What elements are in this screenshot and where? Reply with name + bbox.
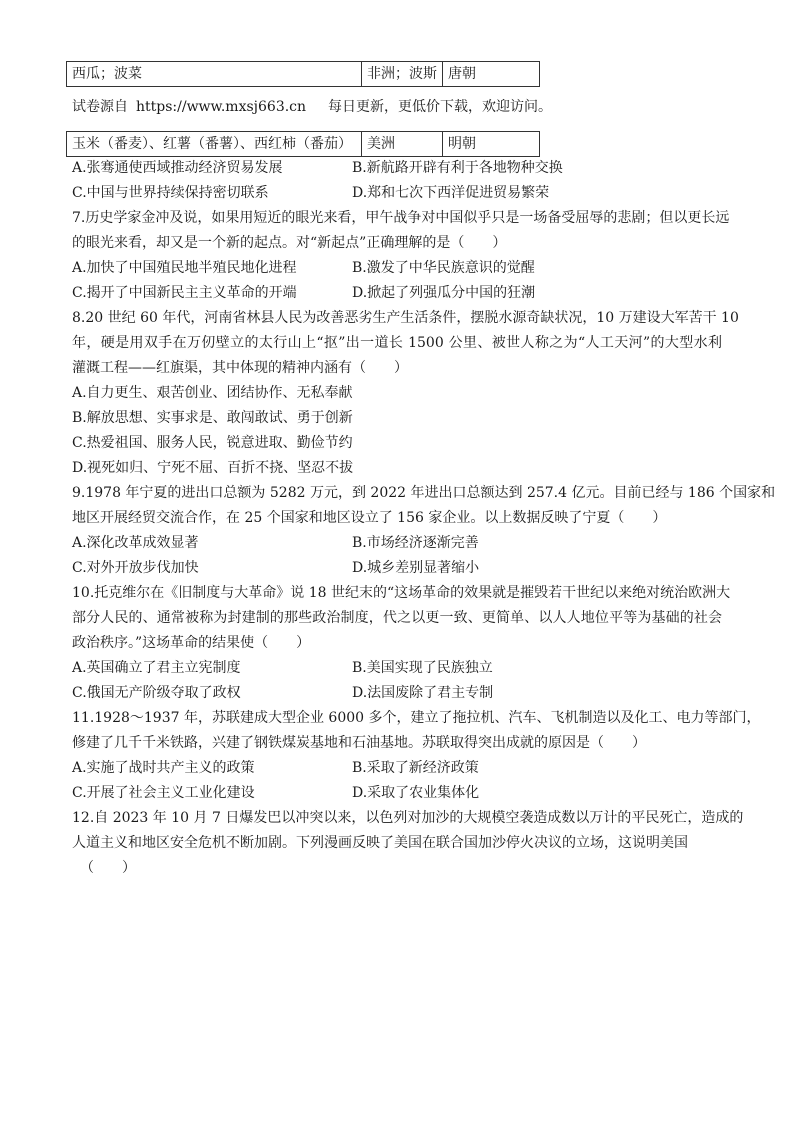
- table-cell-origin: 非洲；波斯: [362, 62, 443, 87]
- q6-option-d: D.郑和七次下西洋促进贸易繁荣: [352, 185, 550, 201]
- notice-suffix: 每日更新，更低价下载，欢迎访问。: [328, 99, 553, 115]
- q11-option-a: A.实施了战时共产主义的政策: [72, 760, 255, 776]
- q8-option-b: B.解放思想、实事求是、敢闯敢试、勇于创新: [72, 410, 353, 426]
- q9-option-a: A.深化改革成效显著: [72, 535, 199, 551]
- table-cell-dynasty: 明朝: [443, 132, 540, 157]
- table-cell-species: 玉米（番麦）、红薯（番薯）、西红柿（番茄）: [67, 132, 362, 157]
- q9-option-c: C.对外开放步伐加快: [72, 560, 199, 576]
- q6-option-a: A.张骞通使西域推动经济贸易发展: [72, 160, 283, 176]
- q11-option-c: C.开展了社会主义工业化建设: [72, 785, 255, 801]
- table-cell-origin: 美洲: [362, 132, 443, 157]
- q10-stem-line-1: 10.托克维尔在《旧制度与大革命》说 18 世纪末的“这场革命的效果就是摧毁若干世纪以来绝对统治欧洲大: [72, 585, 731, 601]
- q12-stem-line-1: 12.自 2023 年 10 月 7 日爆发巴以冲突以来，以色列对加沙的大规模空袭造成数以万计的平民死亡，造成的: [72, 810, 744, 826]
- q9-option-b: B.市场经济逐渐完善: [352, 535, 479, 551]
- q12-stem-line-2: 人道主义和地区安全危机不断加剧。下列漫画反映了美国在联合国加沙停火决议的立场，这说明美国: [72, 835, 688, 851]
- q9-stem-line-2: 地区开展经贸交流合作，在 25 个国家和地区设立了 156 家企业。以上数据反映了宁夏（ ）: [72, 510, 667, 526]
- q8-option-c: C.热爱祖国、服务人民，锐意进取、勤俭节约: [72, 435, 353, 451]
- species-table-row-1: [66, 61, 540, 87]
- q7-option-a: A.加快了中国殖民地半殖民地化进程: [72, 260, 297, 276]
- q8-stem-line-1: 8.20 世纪 60 年代，河南省林县人民为改善恶劣生产生活条件，摆脱水源奇缺状况，10 万建设大军苦干 10: [72, 310, 739, 326]
- q7-option-d: D.掀起了列强瓜分中国的狂潮: [352, 285, 536, 301]
- notice-url[interactable]: https://www.mxsj663.cn: [136, 99, 307, 115]
- table-cell-dynasty: 唐朝: [443, 62, 540, 87]
- q9-stem-line-1: 9.1978 年宁夏的进出口总额为 5282 万元，到 2022 年进出口总额达到 257.4 亿元。目前已经与 186 个国家和: [72, 485, 776, 501]
- species-table-row-2: [66, 131, 540, 157]
- q8-stem-line-3: 灌溉工程——红旗渠，其中体现的精神内涵有（ ）: [72, 360, 408, 376]
- q10-option-a: A.英国确立了君主立宪制度: [72, 660, 241, 676]
- q8-option-a: A.自力更生、艰苦创业、团结协作、无私奉献: [72, 385, 353, 401]
- q7-stem-line-2: 的眼光来看，却又是一个新的起点。对“新起点”正确理解的是（ ）: [72, 235, 507, 251]
- q10-option-d: D.法国废除了君主专制: [352, 685, 494, 701]
- q11-option-d: D.采取了农业集体化: [352, 785, 480, 801]
- q6-option-c: C.中国与世界持续保持密切联系: [72, 185, 269, 201]
- q8-stem-line-2: 年，硬是用双手在万仞壁立的太行山上“抠”出一道长 1500 公里、被世人称之为“人工天河”的大型水利: [72, 335, 722, 351]
- q6-option-b: B.新航路开辟有利于各地物种交换: [352, 160, 563, 176]
- q11-stem-line-1: 11.1928～1937 年，苏联建成大型企业 6000 多个，建立了拖拉机、汽车、飞机制造以及化工、电力等部门，: [72, 710, 761, 726]
- table-cell-species: 西瓜；波菜: [67, 62, 362, 87]
- notice-prefix: 试卷源自: [72, 99, 128, 115]
- q8-option-d: D.视死如归、宁死不屈、百折不挠、坚忍不拔: [72, 460, 354, 476]
- q9-option-d: D.城乡差别显著缩小: [352, 560, 480, 576]
- q10-option-b: B.美国实现了民族独立: [352, 660, 493, 676]
- q10-stem-line-2: 部分人民的、通常被称为封建制的那些政治制度，代之以更一致、更简单、以人人地位平等为基础的社会: [72, 610, 722, 626]
- q11-option-b: B.采取了新经济政策: [352, 760, 479, 776]
- q12-answer-bracket: （ ）: [80, 860, 136, 876]
- source-notice: [72, 97, 552, 117]
- q10-option-c: C.俄国无产阶级夺取了政权: [72, 685, 241, 701]
- q7-option-c: C.揭开了中国新民主主义革命的开端: [72, 285, 297, 301]
- q7-stem-line-1: 7.历史学家金冲及说，如果用短近的眼光来看，甲午战争对中国似乎只是一场备受屈辱的悲剧；但以更长远: [72, 210, 730, 226]
- q11-stem-line-2: 修建了几千千米铁路，兴建了钢铁煤炭基地和石油基地。苏联取得突出成就的原因是（ ）: [72, 735, 646, 751]
- q7-option-b: B.激发了中华民族意识的觉醒: [352, 260, 535, 276]
- q10-stem-line-3: 政治秩序。”这场革命的结果使（ ）: [72, 635, 311, 651]
